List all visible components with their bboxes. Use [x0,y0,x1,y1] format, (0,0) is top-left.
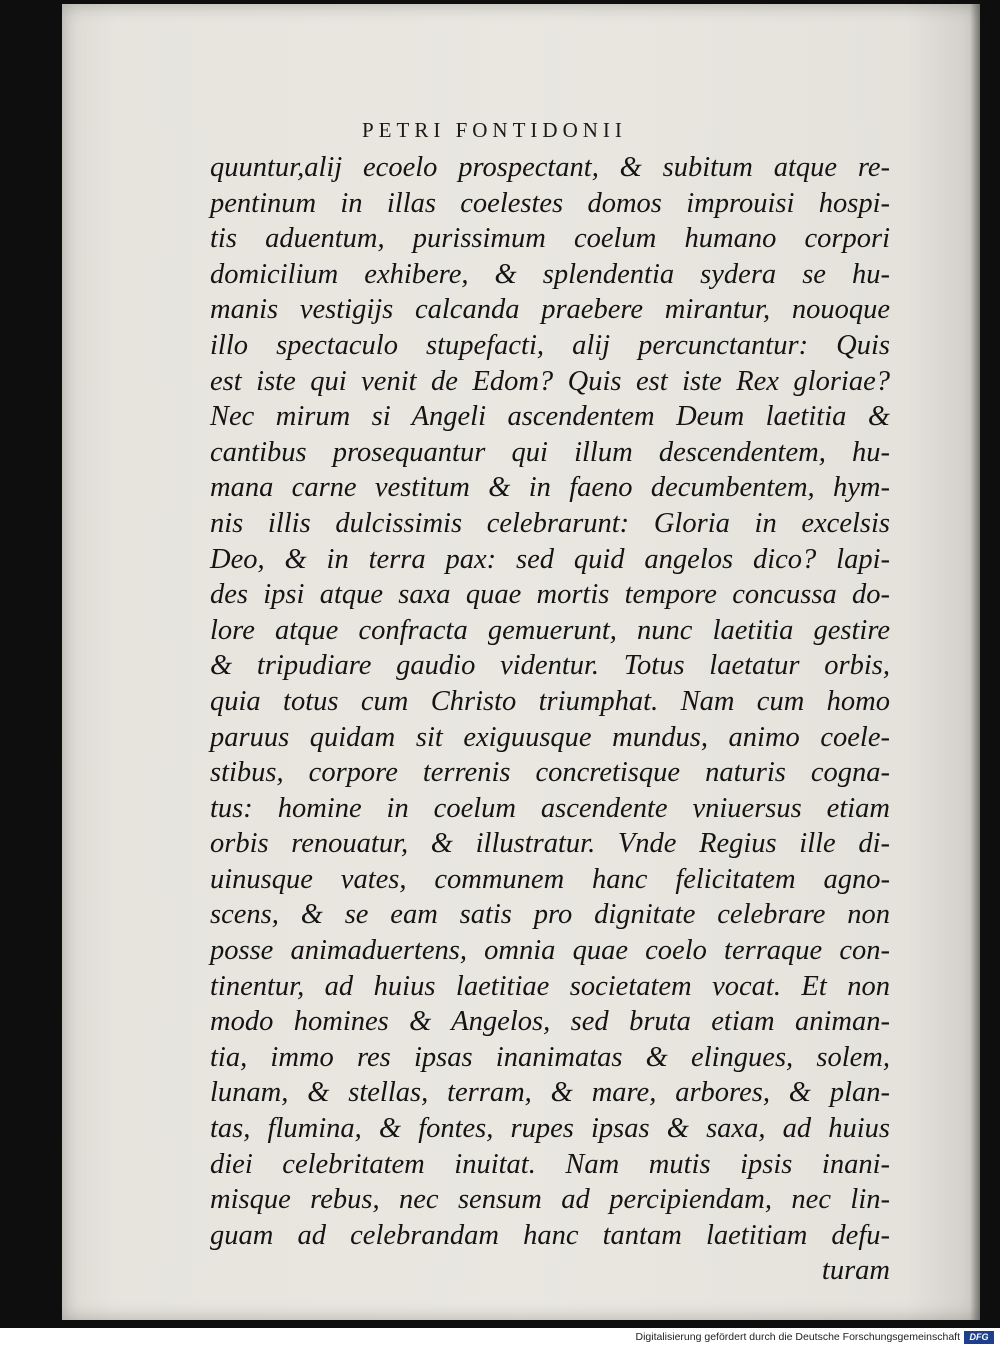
footer-bar [0,1328,1000,1348]
text-line: uinusque vates, communem hanc felicitatem agno- [210,863,890,895]
text-line: modo homines & Angelos, sed bruta etiam animan- [210,1006,890,1038]
text-line: & tripudiare gaudio videntur. Totus laetatur orbis, [210,650,890,682]
text-line: quuntur,alij ecoelo prospectant, & subitum atque re- [210,152,890,183]
text-line: nis illis dulcissimis celebrarunt: Gloria in excelsis [210,507,890,539]
text-line: scens, & se eam satis pro dignitate celebrare non [210,899,890,931]
text-line: cantibus prosequantur qui illum descendentem, hu- [210,436,890,468]
text-line: orbis renouatur, & illustratur. Vnde Regius ille di- [210,828,890,860]
text-line: diei celebritatem inuitat. Nam mutis ipsis inani- [210,1148,890,1180]
text-line: lunam, & stellas, terram, & mare, arbores, & plan- [210,1077,890,1109]
funding-notice: Digitalisierung gefördert durch die Deutsche Forschungsgemeinschaft [635,1331,960,1343]
text-line: Deo, & in terra pax: sed quid angelos dico? lapi- [210,543,890,575]
text-line: stibus, corpore terrenis concretisque naturis cogna- [210,757,890,789]
text-line: des ipsi atque saxa quae mortis tempore concussa do- [210,579,890,611]
text-line: tia, immo res ipsas inanimatas & elingues, solem, [210,1041,890,1073]
dfg-logo-icon: DFG [964,1331,994,1344]
text-line: misque rebus, nec sensum ad percipiendam, nec lin- [210,1184,890,1216]
text-line: est iste qui venit de Edom? Quis est iste Rex gloriae? [210,365,890,397]
text-line: paruus quidam sit exiguusque mundus, animo coele- [210,721,890,753]
catchword: turam [821,1255,890,1287]
text-line: posse animaduertens, omnia quae coelo terraque con- [210,935,890,967]
text-block [210,150,890,1289]
text-line: illo spectaculo stupefacti, alij percunctantur: Quis [210,329,890,361]
text-line: tis aduentum, purissimum coelum humano corpori [210,223,890,255]
text-line: mana carne vestitum & in faeno decumbentem, hym- [210,472,890,504]
page-edge-shadow [970,4,980,1320]
text-line: guam ad celebrandam hanc tantam laetitiam defu- [210,1219,890,1251]
text-line: Nec mirum si Angeli ascendentem Deum laetitia & [210,401,890,433]
text-line: tus: homine in coelum ascendente vniuersus etiam [210,792,890,824]
text-line: pentinum in illas coelestes domos improuisi hospi- [210,187,890,219]
running-head: PETRI FONTIDONII [362,118,627,142]
text-line: quia totus cum Christo triumphat. Nam cum homo [210,685,890,717]
text-line: domicilium exhibere, & splendentia sydera se hu- [210,258,890,290]
text-line: lore atque confracta gemuerunt, nunc laetitia gestire [210,614,890,646]
text-line: manis vestigijs calcanda praebere mirantur, nouoque [210,294,890,326]
text-line: tinentur, ad huius laetitiae societatem vocat. Et non [210,970,890,1002]
text-line: tas, flumina, & fontes, rupes ipsas & saxa, ad huius [210,1113,890,1145]
